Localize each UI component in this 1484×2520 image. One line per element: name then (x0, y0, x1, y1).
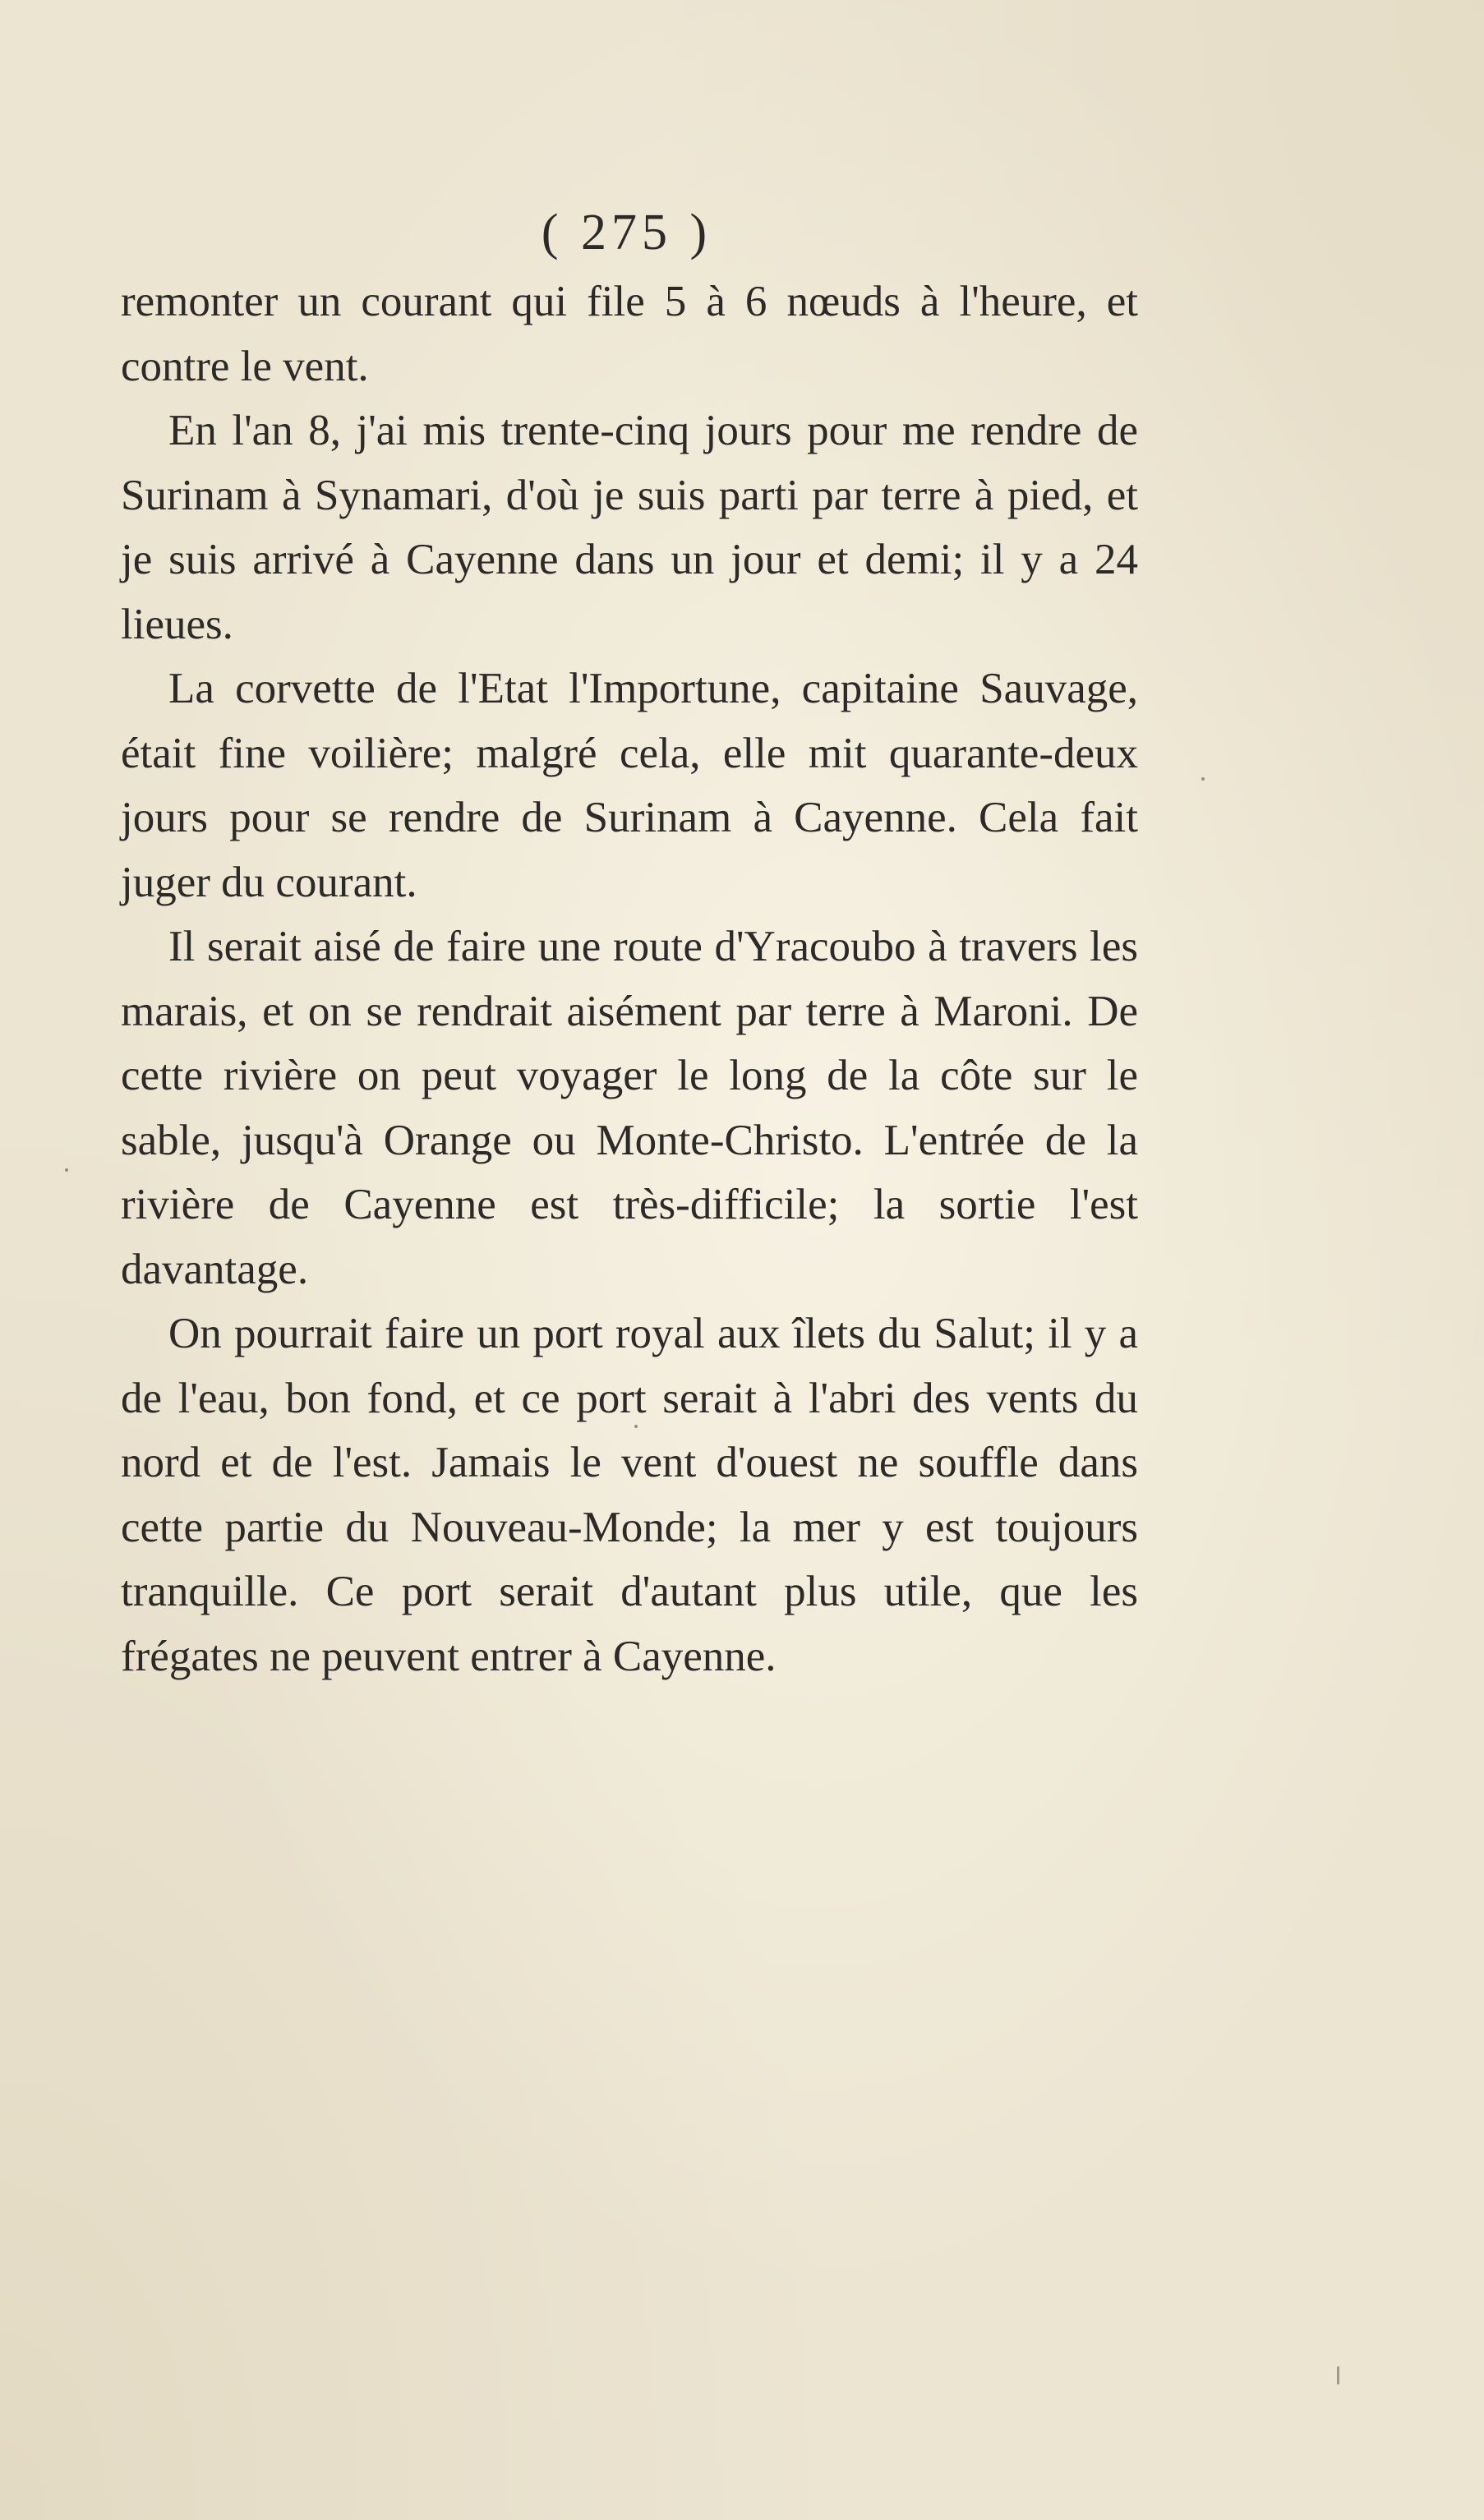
paragraph-port-royal: On pourrait faire un port royal aux îlets du Salut; il y a de l'eau, bon fond, et ce port serait à l'abri des vents du nord et de l'est. Jamais le vent d'ouest ne souffle dans cette partie du Nouveau-Monde; la mer y est toujours tranquille. Ce port serait d'autant plus utile, que les frégates ne peuvent entrer à Cayenne. (121, 1310, 1138, 1680)
paragraph-corvette: La corvette de l'Etat l'Importune, capitaine Sauvage, était fine voilière; malgré cela, elle mit quarante-deux jours pour se rendre de Surinam à Cayenne. Cela fait juger du courant. (121, 665, 1138, 906)
body-text (121, 270, 1138, 1688)
paragraph-continuation: remonter un courant qui file 5 à 6 nœuds à l'heure, et contre le vent. (121, 278, 1138, 390)
print-speck (65, 1168, 68, 1172)
print-speck (1201, 777, 1205, 781)
print-speck (634, 1425, 638, 1428)
paragraph-an-8: En l'an 8, j'ai mis trente-cinq jours pour me rendre de Surinam à Synamari, d'où je suis parti par terre à pied, et je suis arrivé à Cayenne dans un jour et demi; il y a 24 lieues. (121, 407, 1138, 648)
page-number: ( 275 ) (541, 205, 712, 260)
paragraph-route: Il serait aisé de faire une route d'Yracoubo à travers les marais, et on se rendrait aisément par terre à Maroni. De cette rivière on peut voyager le long de la côte sur le sable, jusqu'à Orange ou Monte-Christo. L'entrée de la rivière de Cayenne est très-difficile; la sortie l'est davantage. (121, 923, 1138, 1293)
print-speck (1337, 2366, 1339, 2384)
